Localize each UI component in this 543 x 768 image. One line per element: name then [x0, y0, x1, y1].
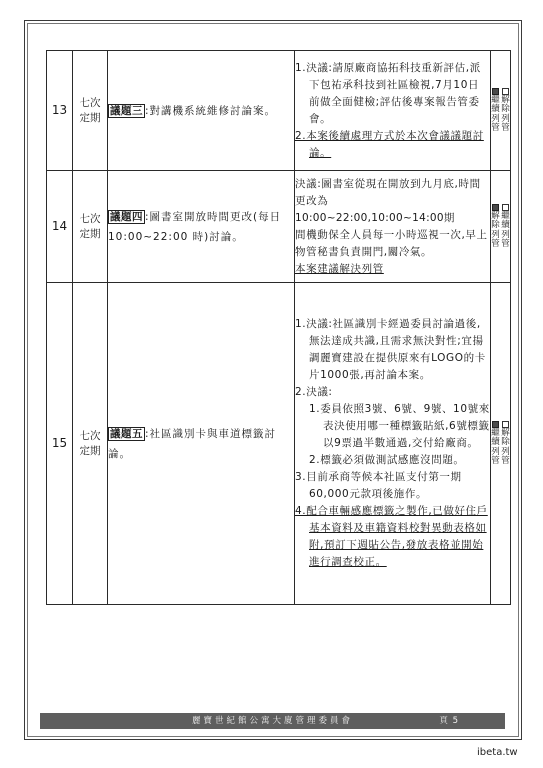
topic-text: :對講機系統維修討論案。 [145, 104, 277, 117]
checked-box-icon [492, 204, 499, 211]
meeting-session-line: 定期 [79, 444, 101, 457]
status-cell [491, 171, 511, 283]
resolution-line: 1.決議:請原廠商協拓科技重新評估,派下包祐承科技到社區檢視,7月10日前做全面健檢;評估後專案報告管委會。 [295, 61, 481, 125]
topic-cell [108, 51, 295, 171]
status-unchecked-option [501, 88, 510, 134]
resolution-line: 1.決議:社區識別卡經過委員討論過後,無法達成共識,且需求無決對性;宜揚調麗寶建設在提供原來有LOGO的卡片1000張,再討論本案。 [295, 318, 486, 381]
item-number: 13 [47, 51, 73, 171]
meeting-session-line: 定期 [79, 227, 101, 240]
topic-cell [108, 283, 295, 605]
agenda-row [47, 171, 511, 283]
footer-bar [40, 713, 505, 729]
topic-text: :圖書室開放時間更改(每日 10:00~22:00 時)討論。 [108, 210, 282, 243]
resolution-line: 2.標籤必須做測試感應沒問題。 [309, 454, 465, 466]
meeting-session-line: 七次 [79, 429, 101, 442]
status-checked-option [491, 204, 500, 250]
agenda-row [47, 51, 511, 171]
resolution-line: 間機動保全人員每一小時巡視一次,早上物管秘書負責開門,關冷氣。 [295, 228, 488, 258]
empty-box-icon [502, 88, 509, 95]
status-checked-option [491, 421, 500, 467]
topic-tag: 議題四 [110, 210, 143, 223]
status-unchecked-option [501, 204, 510, 250]
item-number: 15 [47, 283, 73, 605]
resolution-cell [295, 51, 491, 171]
watermark-text: ibeta.tw [477, 747, 518, 758]
status-checked-label: 解除列管 [491, 210, 500, 249]
resolution-line: 2.本案後續處理方式於本次會議議題討論。 [295, 129, 484, 159]
footer-title: 麗寶世紀館公寓大廈管理委員會 [191, 716, 353, 726]
topic-tag: 議題三 [110, 104, 143, 117]
resolution-line: 10:00~22:00,10:00~14:00期 [295, 211, 455, 224]
page-number: 頁 5 [439, 716, 459, 726]
topic-cell [108, 171, 295, 283]
status-checked-label: 繼續列管 [491, 427, 500, 466]
meeting-items-table [46, 50, 511, 605]
status-checked-option [491, 88, 500, 134]
status-unchecked-label: 繼續列管 [501, 210, 510, 249]
status-unchecked-option [501, 421, 510, 467]
meeting-session-line: 七次 [79, 212, 101, 225]
resolution-cell [295, 283, 491, 605]
checked-box-icon [492, 421, 499, 428]
agenda-row [47, 283, 511, 605]
item-number: 14 [47, 171, 73, 283]
resolution-cell [295, 171, 491, 283]
status-cell [491, 283, 511, 605]
status-unchecked-label: 解除列管 [501, 427, 510, 466]
meeting-session [73, 171, 108, 283]
resolution-line: 2.決議: [295, 386, 333, 398]
status-checked-label: 繼續列管 [491, 94, 500, 133]
topic-tag: 議題五 [110, 427, 143, 440]
status-cell [491, 51, 511, 171]
resolution-line: 3.目前承商等候本社區支付第一期60,000元款項後施作。 [295, 471, 462, 500]
topic-text: :社區識別卡與車道標籤討論。 [108, 427, 277, 460]
meeting-session [73, 51, 108, 171]
meeting-session-line: 七次 [79, 96, 101, 109]
resolution-line: 1.委員依照3號、6號、9號、10號來表決使用哪一種標籤貼紙,6號標籤以9票過半數通過,交付給廠商。 [309, 403, 490, 449]
empty-box-icon [502, 204, 509, 211]
resolution-line: 4.配合車輛感應標籤之製作,已做好住戶基本資料及車籍資料校對異動表格如附,預訂下週貼公告,發放表格並開始進行調查校正。 [295, 505, 488, 568]
resolution-line: 本案建議解決列管 [295, 262, 384, 275]
meeting-session [73, 283, 108, 605]
resolution-line: 決議:圖書室從現在開放到九月底,時間更改為 [295, 177, 481, 207]
checked-box-icon [492, 88, 499, 95]
empty-box-icon [502, 421, 509, 428]
status-unchecked-label: 解除列管 [501, 94, 510, 133]
meeting-session-line: 定期 [79, 111, 101, 124]
